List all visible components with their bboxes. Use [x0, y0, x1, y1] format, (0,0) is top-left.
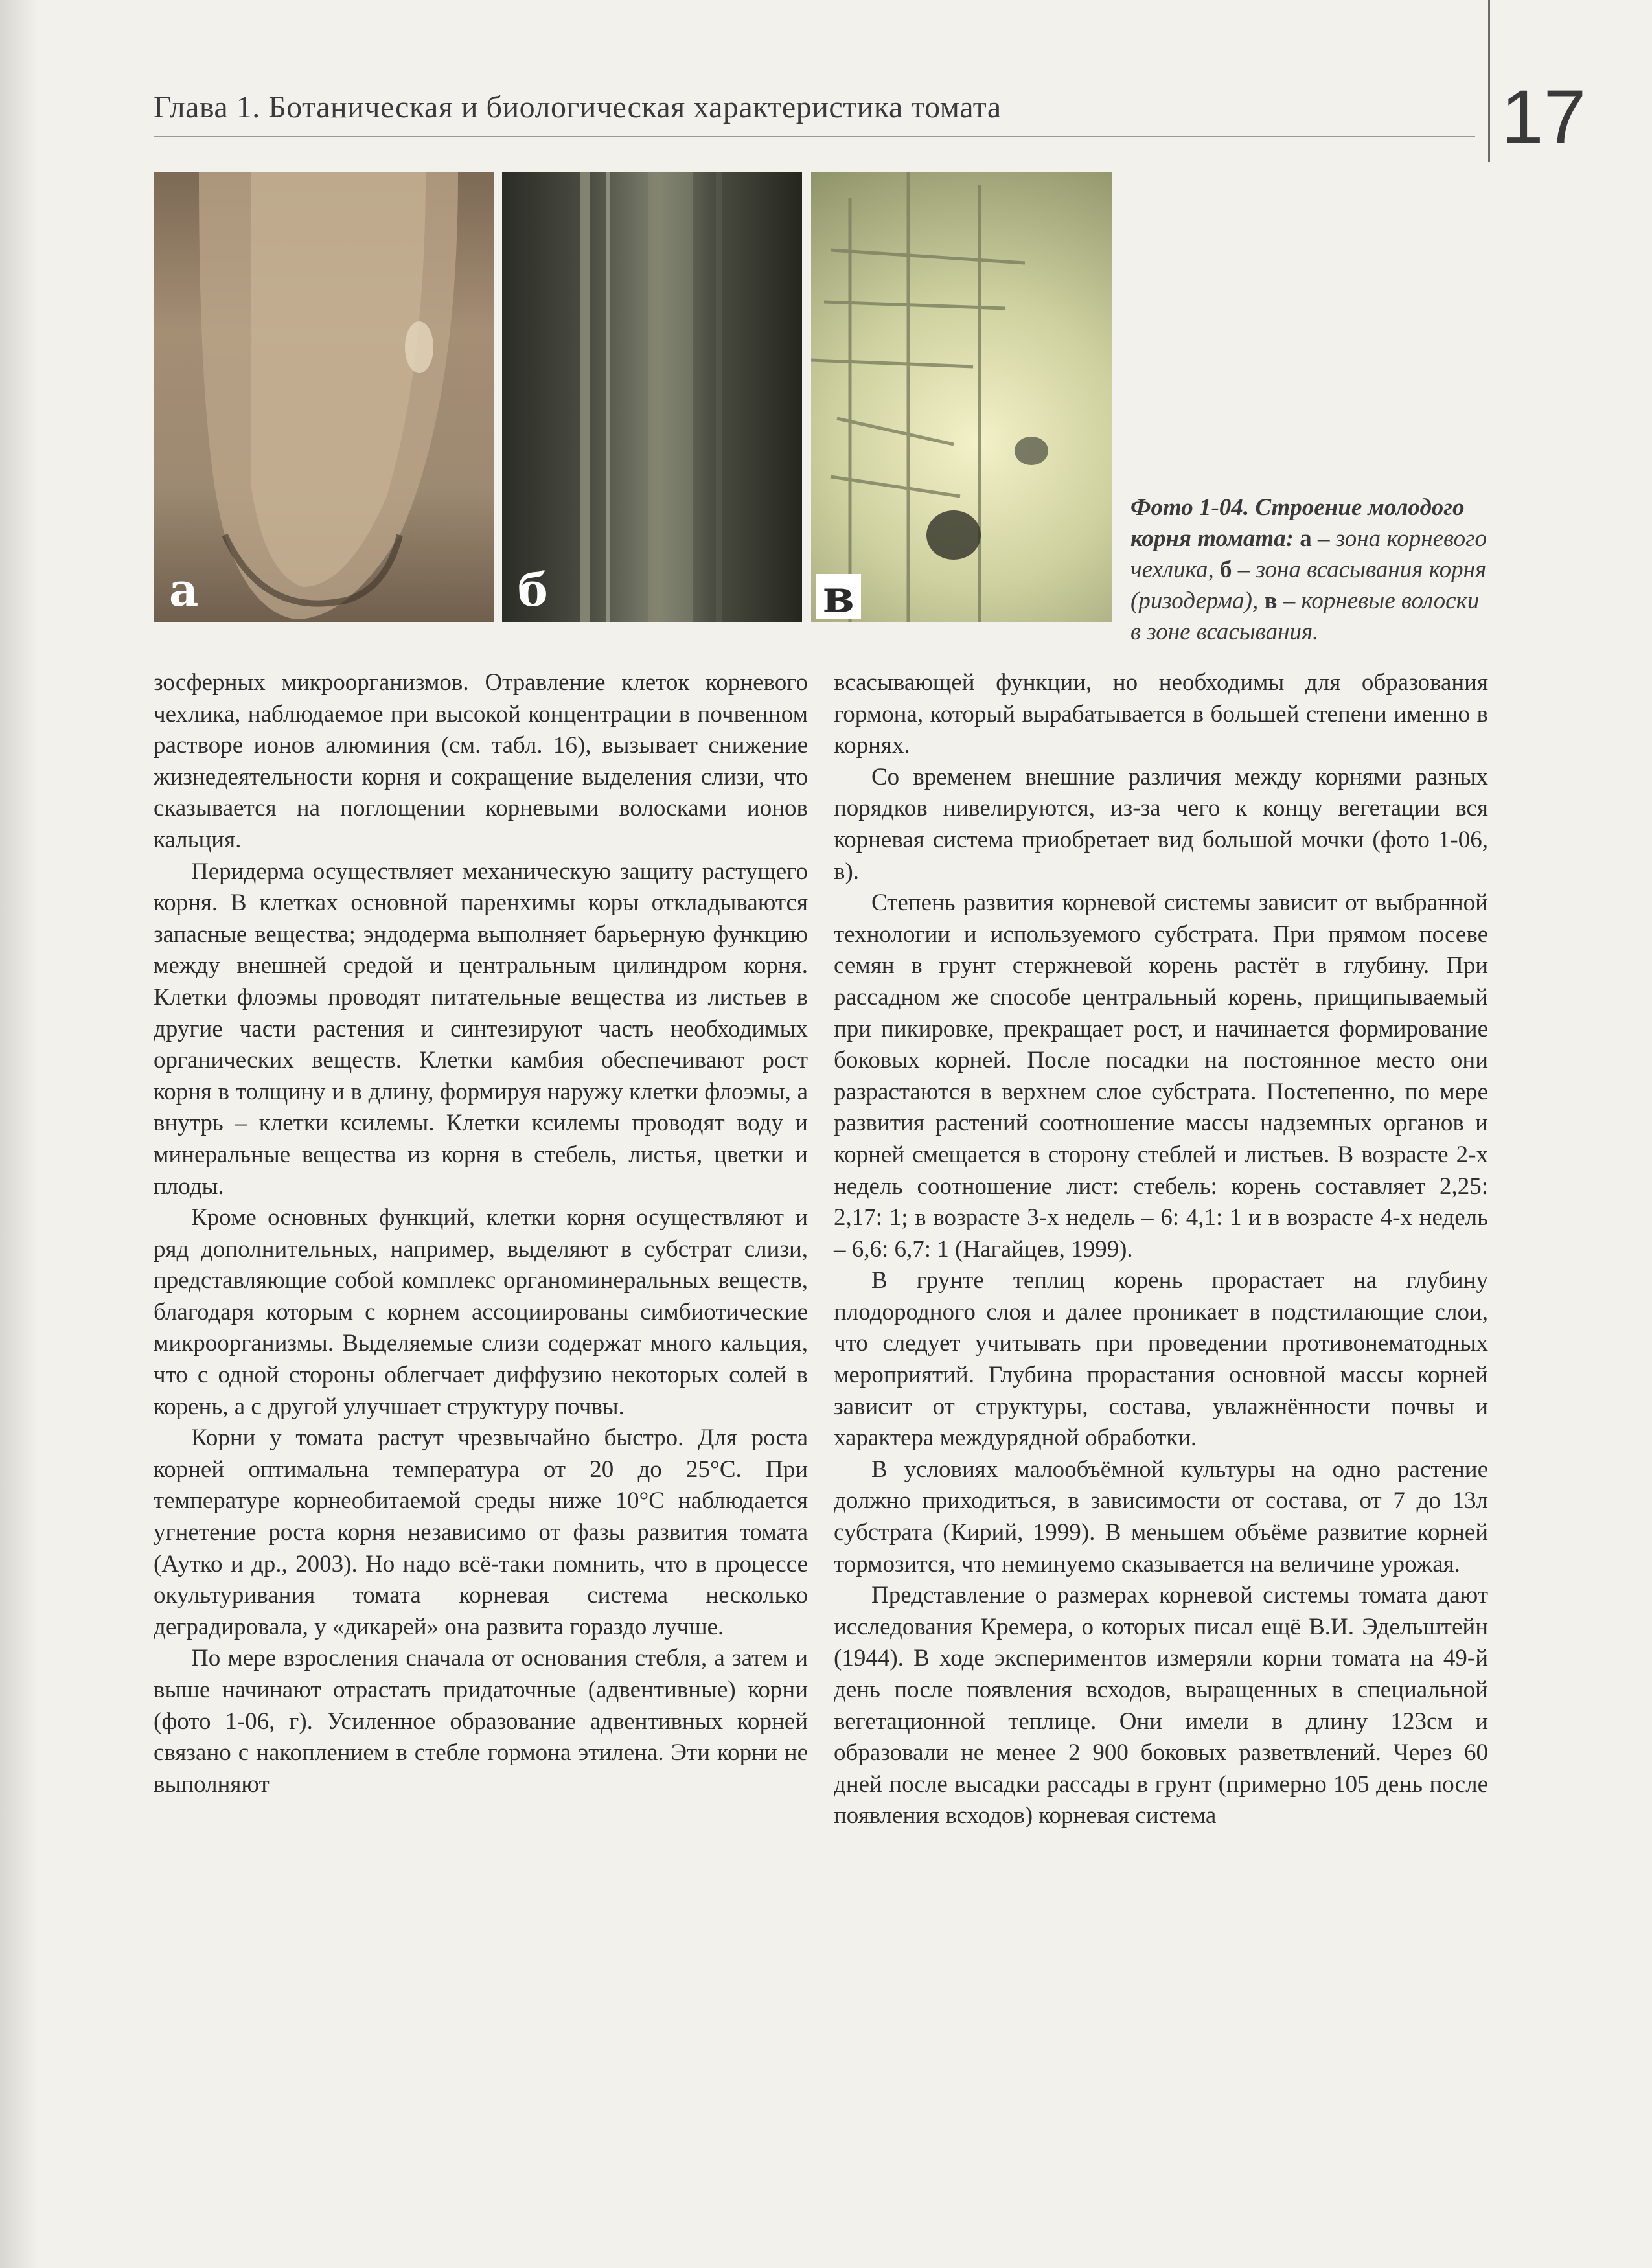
photo-root-cap: [154, 172, 494, 622]
paragraph: Представление о размерах корневой системы томата дают исследования Кремера, о которых писал ещё В.И. Эдельштейн (1944). В ходе экспериментов измеряли корни томата на 49-й день после появления всходов, выращенных в специальной вегетационной теплице. Они имели в длину 123см и образовали не менее 2 900 боковых разветвлений. Через 60 дней после высадки рассады в грунт (примерно 105 день после появления всходов) корневая система: [834, 1582, 1488, 1829]
paragraph: Перидерма осуществляет механическую защиту растущего корня. В клетках основной паренхимы коры откладываются запасные вещества; эндодерма выполняет барьерную функцию между внешней средой и центральным цилиндром корня. Клетки флоэмы проводят питательные вещества из листьев в другие части растения и синтезируют часть необходимых органических веществ. Клетки камбия обеспечивают рост корня в толщину и в длину, формируя наружу клетки флоэмы, а внутрь – клетки ксилемы. Клетки ксилемы проводят воду и минеральные вещества из корня в стебель, листья, цветки и плоды.: [154, 858, 808, 1200]
photo-caption: [1130, 492, 1493, 648]
chapter-title: Глава 1. Ботаническая и биологическая характеристика томата: [154, 90, 1002, 124]
caption-title: Фото 1-04. Строение молодого корня томата:: [1130, 494, 1465, 552]
root-cap-photo-icon: [154, 172, 494, 622]
paragraph: Степень развития корневой системы зависит от выбранной технологии и используемого субстрата. При прямом посеве семян в грунт стержневой корень растёт в глубину. При рассадном же способе центральный корень, прищипываемый при пикировке, прекращает рост, и начинается формирование боковых корней. После посадки на постоянное место они разрастаются в верхнем слое субстрата. Постепенно, по мере развития растений соотношение массы надземных органов и корней смещается в сторону стеблей и листьев. В возрасте 2-х недель соотношение лист: стебель: корень составляет 2,25: 2,17: 1; в возрасте 3-х недель – 6: 4,1: 1 и в возрасте 4-х недель – 6,6: 6,7: 1 (Нагайцев, 1999).: [834, 889, 1488, 1263]
paragraph: Кроме основных функций, клетки корня осуществляют и ряд дополнительных, например, выделяют в субстрат слизи, представляющие собой комплекс органоминеральных веществ, благодаря которым с корнем ассоциированы симбиотические микроорганизмы. Выделяемые слизи содержат много кальция, что с одной стороны облегчает диффузию некоторых солей в корень, а с другой улучшает структуру почвы.: [154, 1204, 808, 1420]
caption-letter-v: в: [1264, 588, 1278, 614]
caption-text-v: – корневые волоски в зоне всасывания.: [1130, 588, 1480, 645]
caption-text-b: – зона всасывания корня (ризодерма),: [1130, 556, 1487, 614]
root-hairs-photo-icon: [811, 172, 1112, 622]
photo-letter-v: в: [816, 574, 861, 619]
caption-letter-b: б: [1220, 556, 1232, 583]
header-rule: [154, 136, 1475, 137]
left-text-column: [154, 667, 808, 1800]
paragraph: зосферных микроорганизмов. Отравление клеток корневого чехлика, наблюдаемое при высокой концентрации в почвенном растворе ионов алюминия (см. табл. 16), вызывает снижение жизнедеятельности корня и сокращение выделения слизи, что сказывается на поглощении корневыми волосками ионов кальция.: [154, 669, 808, 853]
caption-text-a: – зона корневого чехлика,: [1130, 525, 1487, 583]
page-number: 17: [1501, 74, 1587, 160]
absorption-zone-photo-icon: [502, 172, 802, 622]
paragraph: По мере взросления сначала от основания стебля, а затем и выше начинают отрастать придаточные (адвентивные) корни (фото 1-06, г). Усиленное образование адвентивных корней связано с накоплением в стебле гормона этилена. Эти корни не выполняют: [154, 1645, 808, 1798]
right-text-column: [834, 667, 1488, 1832]
photo-letter-a: а: [169, 563, 199, 617]
photo-letter-b: б: [518, 563, 548, 617]
paragraph: В условиях малообъёмной культуры на одно растение должно приходиться, в зависимости от состава, от 7 до 13л субстрата (Кирий, 1999). В меньшем объёме развитие корней тормозится, что неминуемо сказывается на величине урожая.: [834, 1456, 1488, 1577]
caption-letter-a: а: [1300, 525, 1312, 552]
paragraph: Со временем внешние различия между корнями разных порядков нивелируются, из-за чего к концу вегетации вся корневая система приобретает вид большой мочки (фото 1-06, в).: [834, 763, 1488, 885]
photo-root-hairs: [811, 172, 1112, 622]
photo-absorption-zone: [502, 172, 802, 622]
running-header: [154, 83, 1475, 141]
page-edge-shadow: [0, 0, 39, 2268]
paragraph: Корни у томата растут чрезвычайно быстро. Для роста корней оптимальна температура от 20 до 25°С. При температуре корнеобитаемой среды ниже 10°С наблюдается угнетение роста корня независимо от фазы развития томата (Аутко и др., 2003). Но надо всё-таки помнить, что в процессе окультуривания томата корневая система несколько деградировала, у «дикарей» она развита гораздо лучше.: [154, 1425, 808, 1640]
folio-rule: [1488, 0, 1490, 162]
paragraph: всасывающей функции, но необходимы для образования гормона, который вырабатывается в большей степени именно в корнях.: [834, 669, 1488, 759]
paragraph: В грунте теплиц корень прорастает на глубину плодородного слоя и далее проникает в подстилающие слои, что следует учитывать при проведении противонематодных мероприятий. Глубина прорастания основной массы корней зависит от структуры, состава, увлажнённости почвы и характера междурядной обработки.: [834, 1267, 1488, 1452]
